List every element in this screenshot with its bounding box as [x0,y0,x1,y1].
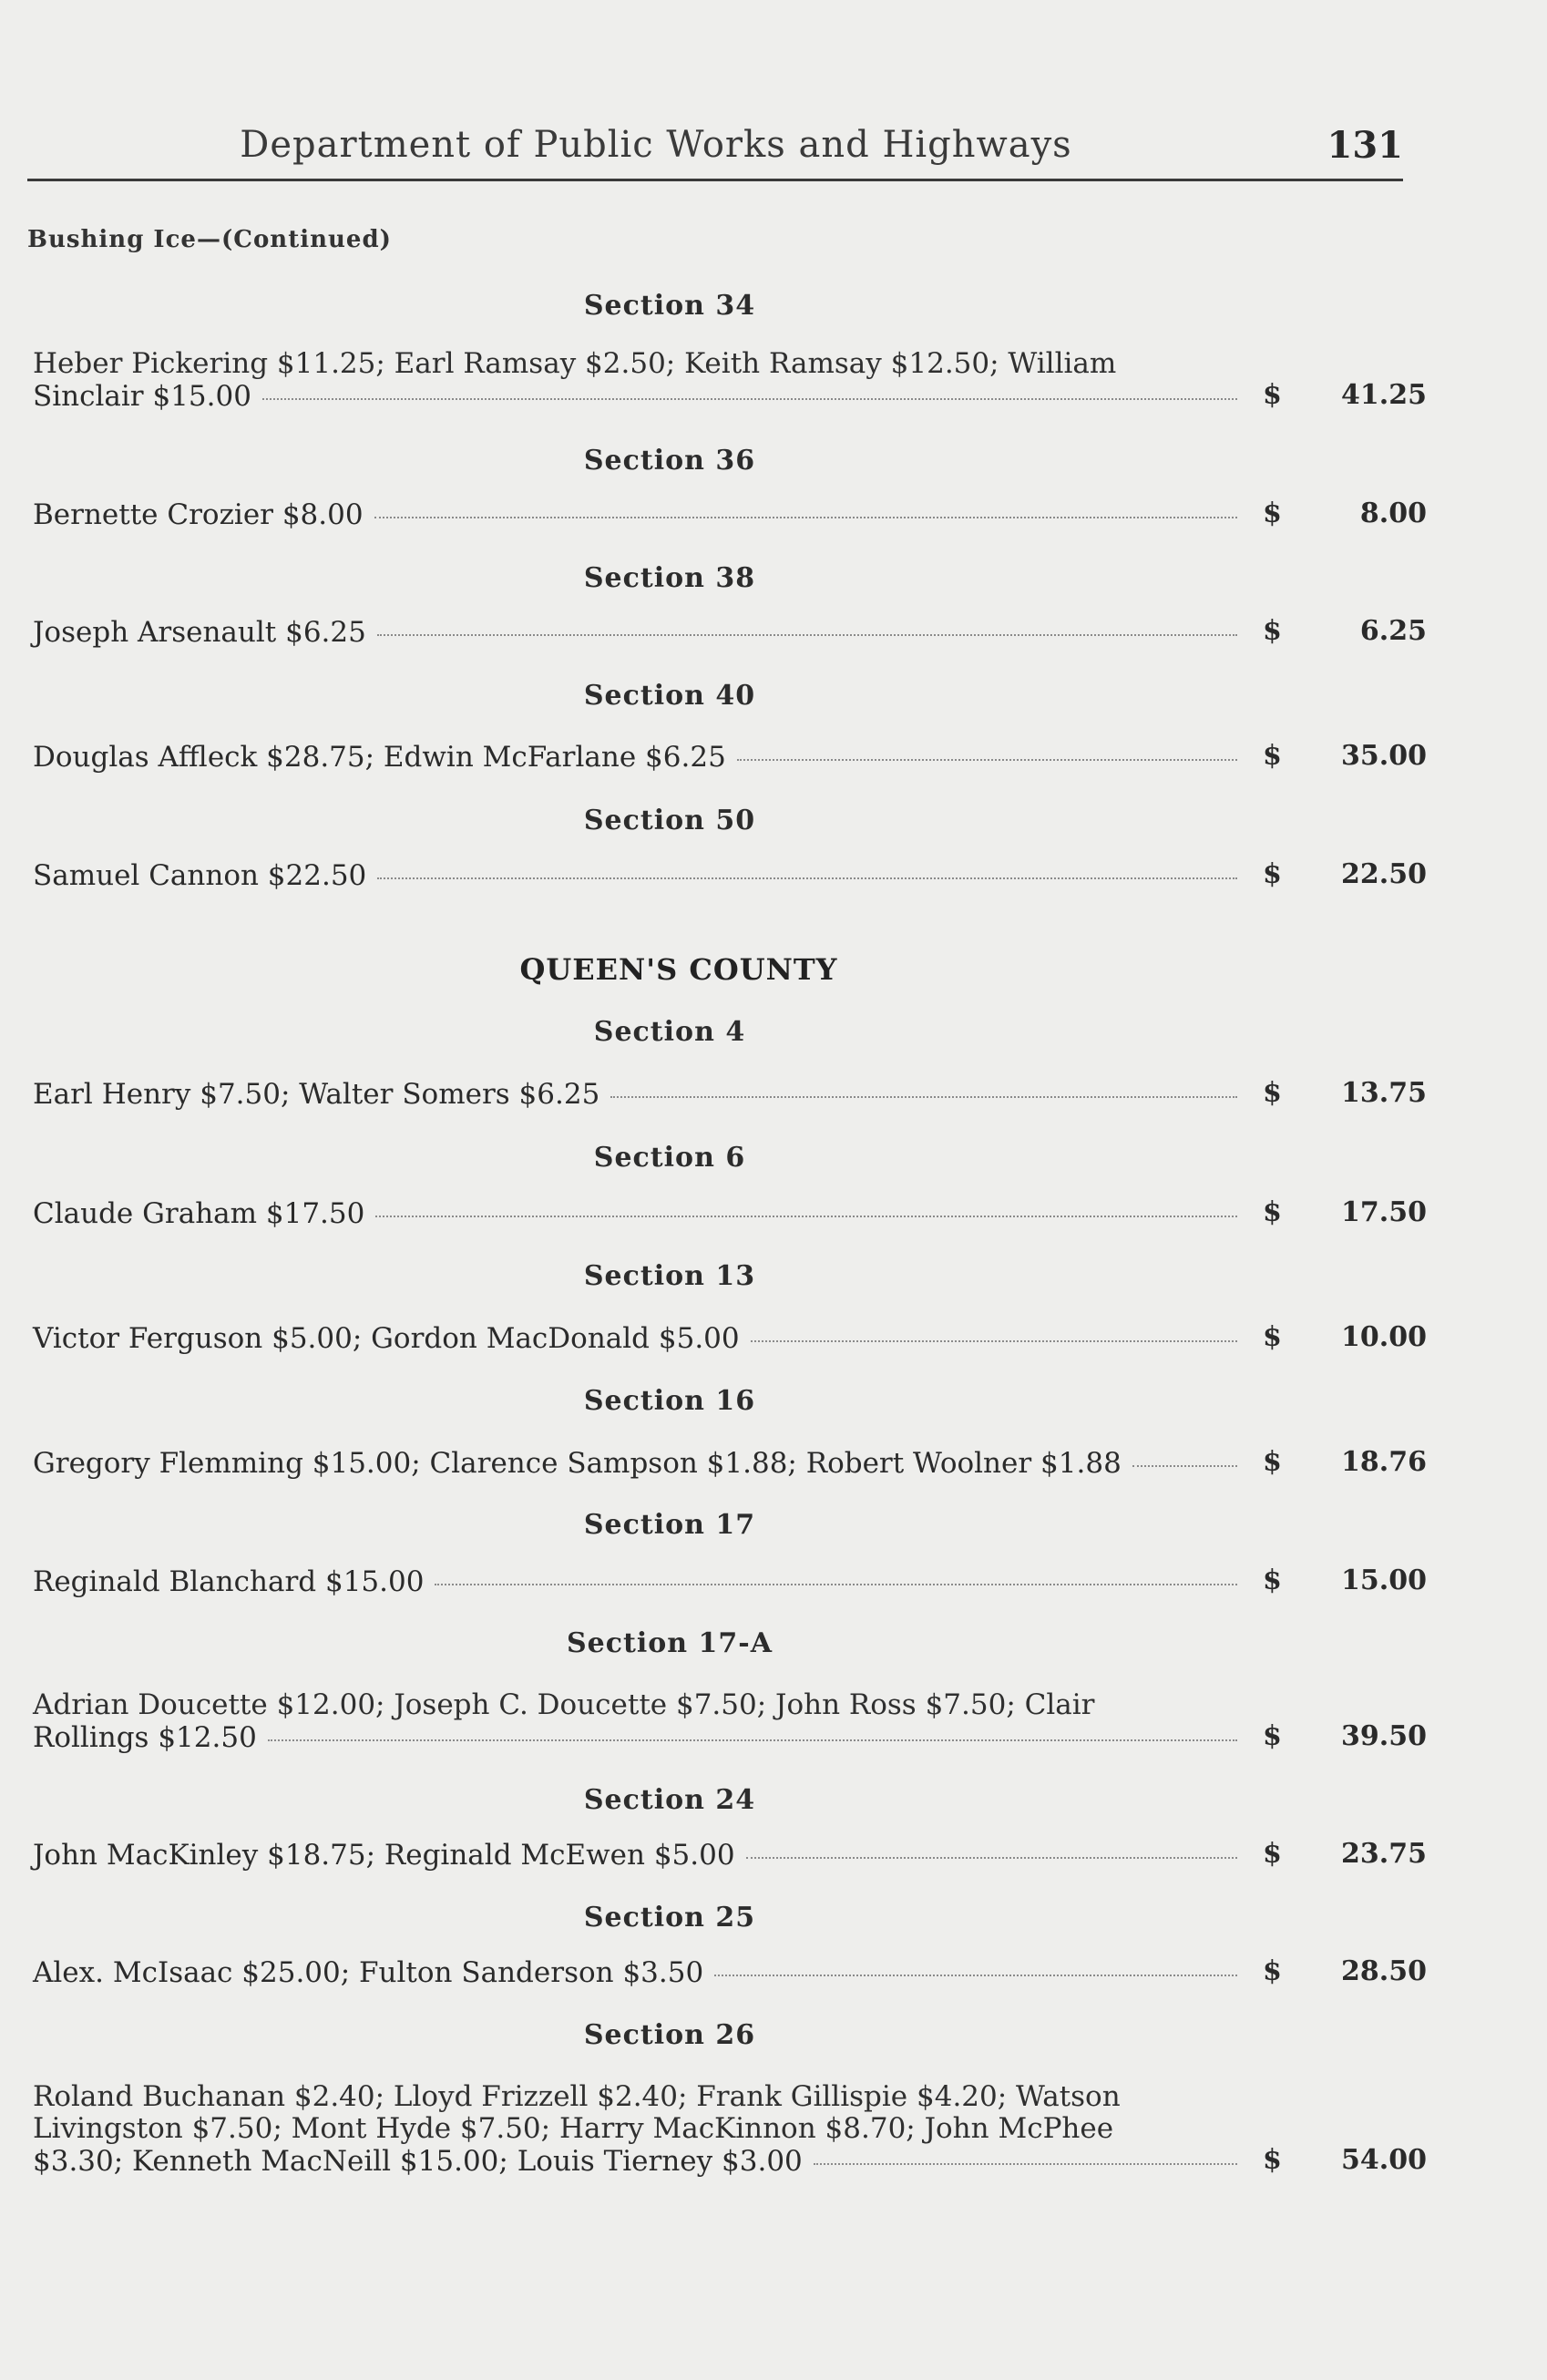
dot-leader [1132,1465,1237,1467]
entry-amount: 22.50 [1341,858,1427,890]
page-number: 131 [1327,124,1403,167]
section-heading: Section 16 [583,1385,756,1417]
dot-leader [746,1857,1237,1859]
entry [33,1839,1427,1872]
entry-text: Samuel Cannon $22.50 [33,859,367,892]
section-heading: Section 6 [593,1142,746,1174]
entry-last-line [33,1565,1245,1598]
dollar-sign: $ [1263,498,1282,529]
dollar-sign: $ [1263,1077,1282,1109]
continued-heading: Bushing Ice—(Continued) [27,226,392,253]
entry-text: Bernette Crozier $8.00 [33,498,364,531]
entry [33,1565,1427,1598]
entry [33,348,1427,413]
entry [33,1322,1427,1355]
entry-last-line [33,1839,1245,1872]
section-heading: Section 17-A [566,1627,773,1659]
dot-leader [610,1096,1237,1098]
entry [33,1689,1427,1754]
entry-text: Sinclair $15.00 [33,380,251,413]
dollar-sign: $ [1263,1321,1282,1353]
entry-text: Douglas Affleck $28.75; Edwin McFarlane $6.25 [33,741,726,774]
dollar-sign: $ [1263,1196,1282,1228]
entry-last-line [33,741,1245,774]
dot-leader [377,877,1237,879]
dollar-sign: $ [1263,1564,1282,1596]
running-title: Department of Public Works and Highways [240,124,1072,166]
dollar-sign: $ [1263,1446,1282,1478]
entry [33,741,1427,774]
entry-line: Heber Pickering $11.25; Earl Ramsay $2.50; Keith Ramsay $12.50; William [33,347,1117,380]
section-heading: Section 36 [583,445,756,477]
entry-text: John MacKinley $18.75; Reginald McEwen $5.00 [33,1839,735,1872]
section-heading: Section 34 [583,290,756,322]
dot-leader [268,1739,1237,1741]
entry [33,859,1427,892]
entry [33,1197,1427,1230]
entry [33,1956,1427,1989]
entry-last-line [33,498,1245,531]
entry-text: Reginald Blanchard $15.00 [33,1565,425,1598]
dot-leader [751,1340,1237,1342]
entry-amount: 39.50 [1341,1720,1427,1752]
dot-leader [737,759,1237,761]
dollar-sign: $ [1263,2144,1282,2176]
entry-last-line [33,616,1245,649]
dollar-sign: $ [1263,615,1282,647]
entry-text: Victor Ferguson $5.00; Gordon MacDonald $5.00 [33,1322,740,1355]
entry-last-line [33,1956,1245,1989]
entry [33,616,1427,649]
dot-leader [374,517,1237,518]
entry-last-line [33,1721,1245,1754]
entry-last-line [33,1078,1245,1111]
entry-line: Livingston $7.50; Mont Hyde $7.50; Harry MacKinnon $8.70; John McPhee [33,2112,1114,2145]
entry-amount: 54.00 [1341,2144,1427,2176]
entry [33,1447,1427,1480]
dollar-sign: $ [1263,379,1282,411]
entry-last-line [33,1322,1245,1355]
entry-last-line [33,2145,1245,2178]
dollar-sign: $ [1263,1720,1282,1752]
section-heading: Section 25 [583,1902,756,1934]
entry-text: Claude Graham $17.50 [33,1197,365,1230]
dollar-sign: $ [1263,740,1282,772]
dot-leader [375,1216,1237,1217]
entry-last-line [33,1447,1245,1480]
entry-last-line [33,859,1245,892]
entry-amount: 23.75 [1341,1838,1427,1870]
entry-amount: 10.00 [1341,1321,1427,1353]
section-heading: Section 40 [583,680,756,712]
entry-line: Roland Buchanan $2.40; Lloyd Frizzell $2.40; Frank Gillispie $4.20; Watson [33,2080,1121,2113]
entry-amount: 6.25 [1359,615,1427,647]
entry-amount: 18.76 [1341,1446,1427,1478]
entry-text: Gregory Flemming $15.00; Clarence Sampson $1.88; Robert Woolner $1.88 [33,1447,1122,1480]
section-heading: Section 38 [583,562,756,594]
dot-leader [714,1975,1237,1976]
section-heading: Section 24 [583,1784,756,1816]
entry-last-line [33,380,1245,413]
county-heading: QUEEN'S COUNTY [519,952,838,987]
entry-amount: 28.50 [1341,1955,1427,1987]
dollar-sign: $ [1263,1838,1282,1870]
entry-line: Adrian Doucette $12.00; Joseph C. Doucette $7.50; John Ross $7.50; Clair [33,1688,1095,1721]
dot-leader [262,398,1237,400]
dollar-sign: $ [1263,858,1282,890]
dollar-sign: $ [1263,1955,1282,1987]
entry-amount: 35.00 [1341,740,1427,772]
entry-amount: 15.00 [1341,1564,1427,1596]
entry [33,498,1427,531]
entry-text: Joseph Arsenault $6.25 [33,616,366,649]
entry-text: $3.30; Kenneth MacNeill $15.00; Louis Tierney $3.00 [33,2145,803,2178]
dot-leader [435,1584,1237,1585]
header-rule [27,179,1403,181]
section-heading: Section 17 [583,1509,756,1541]
entry-text: Alex. McIsaac $25.00; Fulton Sanderson $3.50 [33,1956,704,1989]
running-header [27,117,1403,171]
entry-amount: 41.25 [1341,379,1427,411]
entry-text: Earl Henry $7.50; Walter Somers $6.25 [33,1078,600,1111]
section-heading: Section 50 [583,805,756,836]
section-heading: Section 26 [583,2019,756,2051]
entry-amount: 13.75 [1341,1077,1427,1109]
entry-amount: 17.50 [1341,1196,1427,1228]
dot-leader [377,634,1237,636]
section-heading: Section 4 [593,1016,746,1048]
entry [33,2081,1427,2178]
entry-amount: 8.00 [1359,498,1427,529]
entry [33,1078,1427,1111]
section-heading: Section 13 [583,1260,756,1292]
entry-last-line [33,1197,1245,1230]
dot-leader [814,2163,1237,2165]
entry-text: Rollings $12.50 [33,1721,257,1754]
